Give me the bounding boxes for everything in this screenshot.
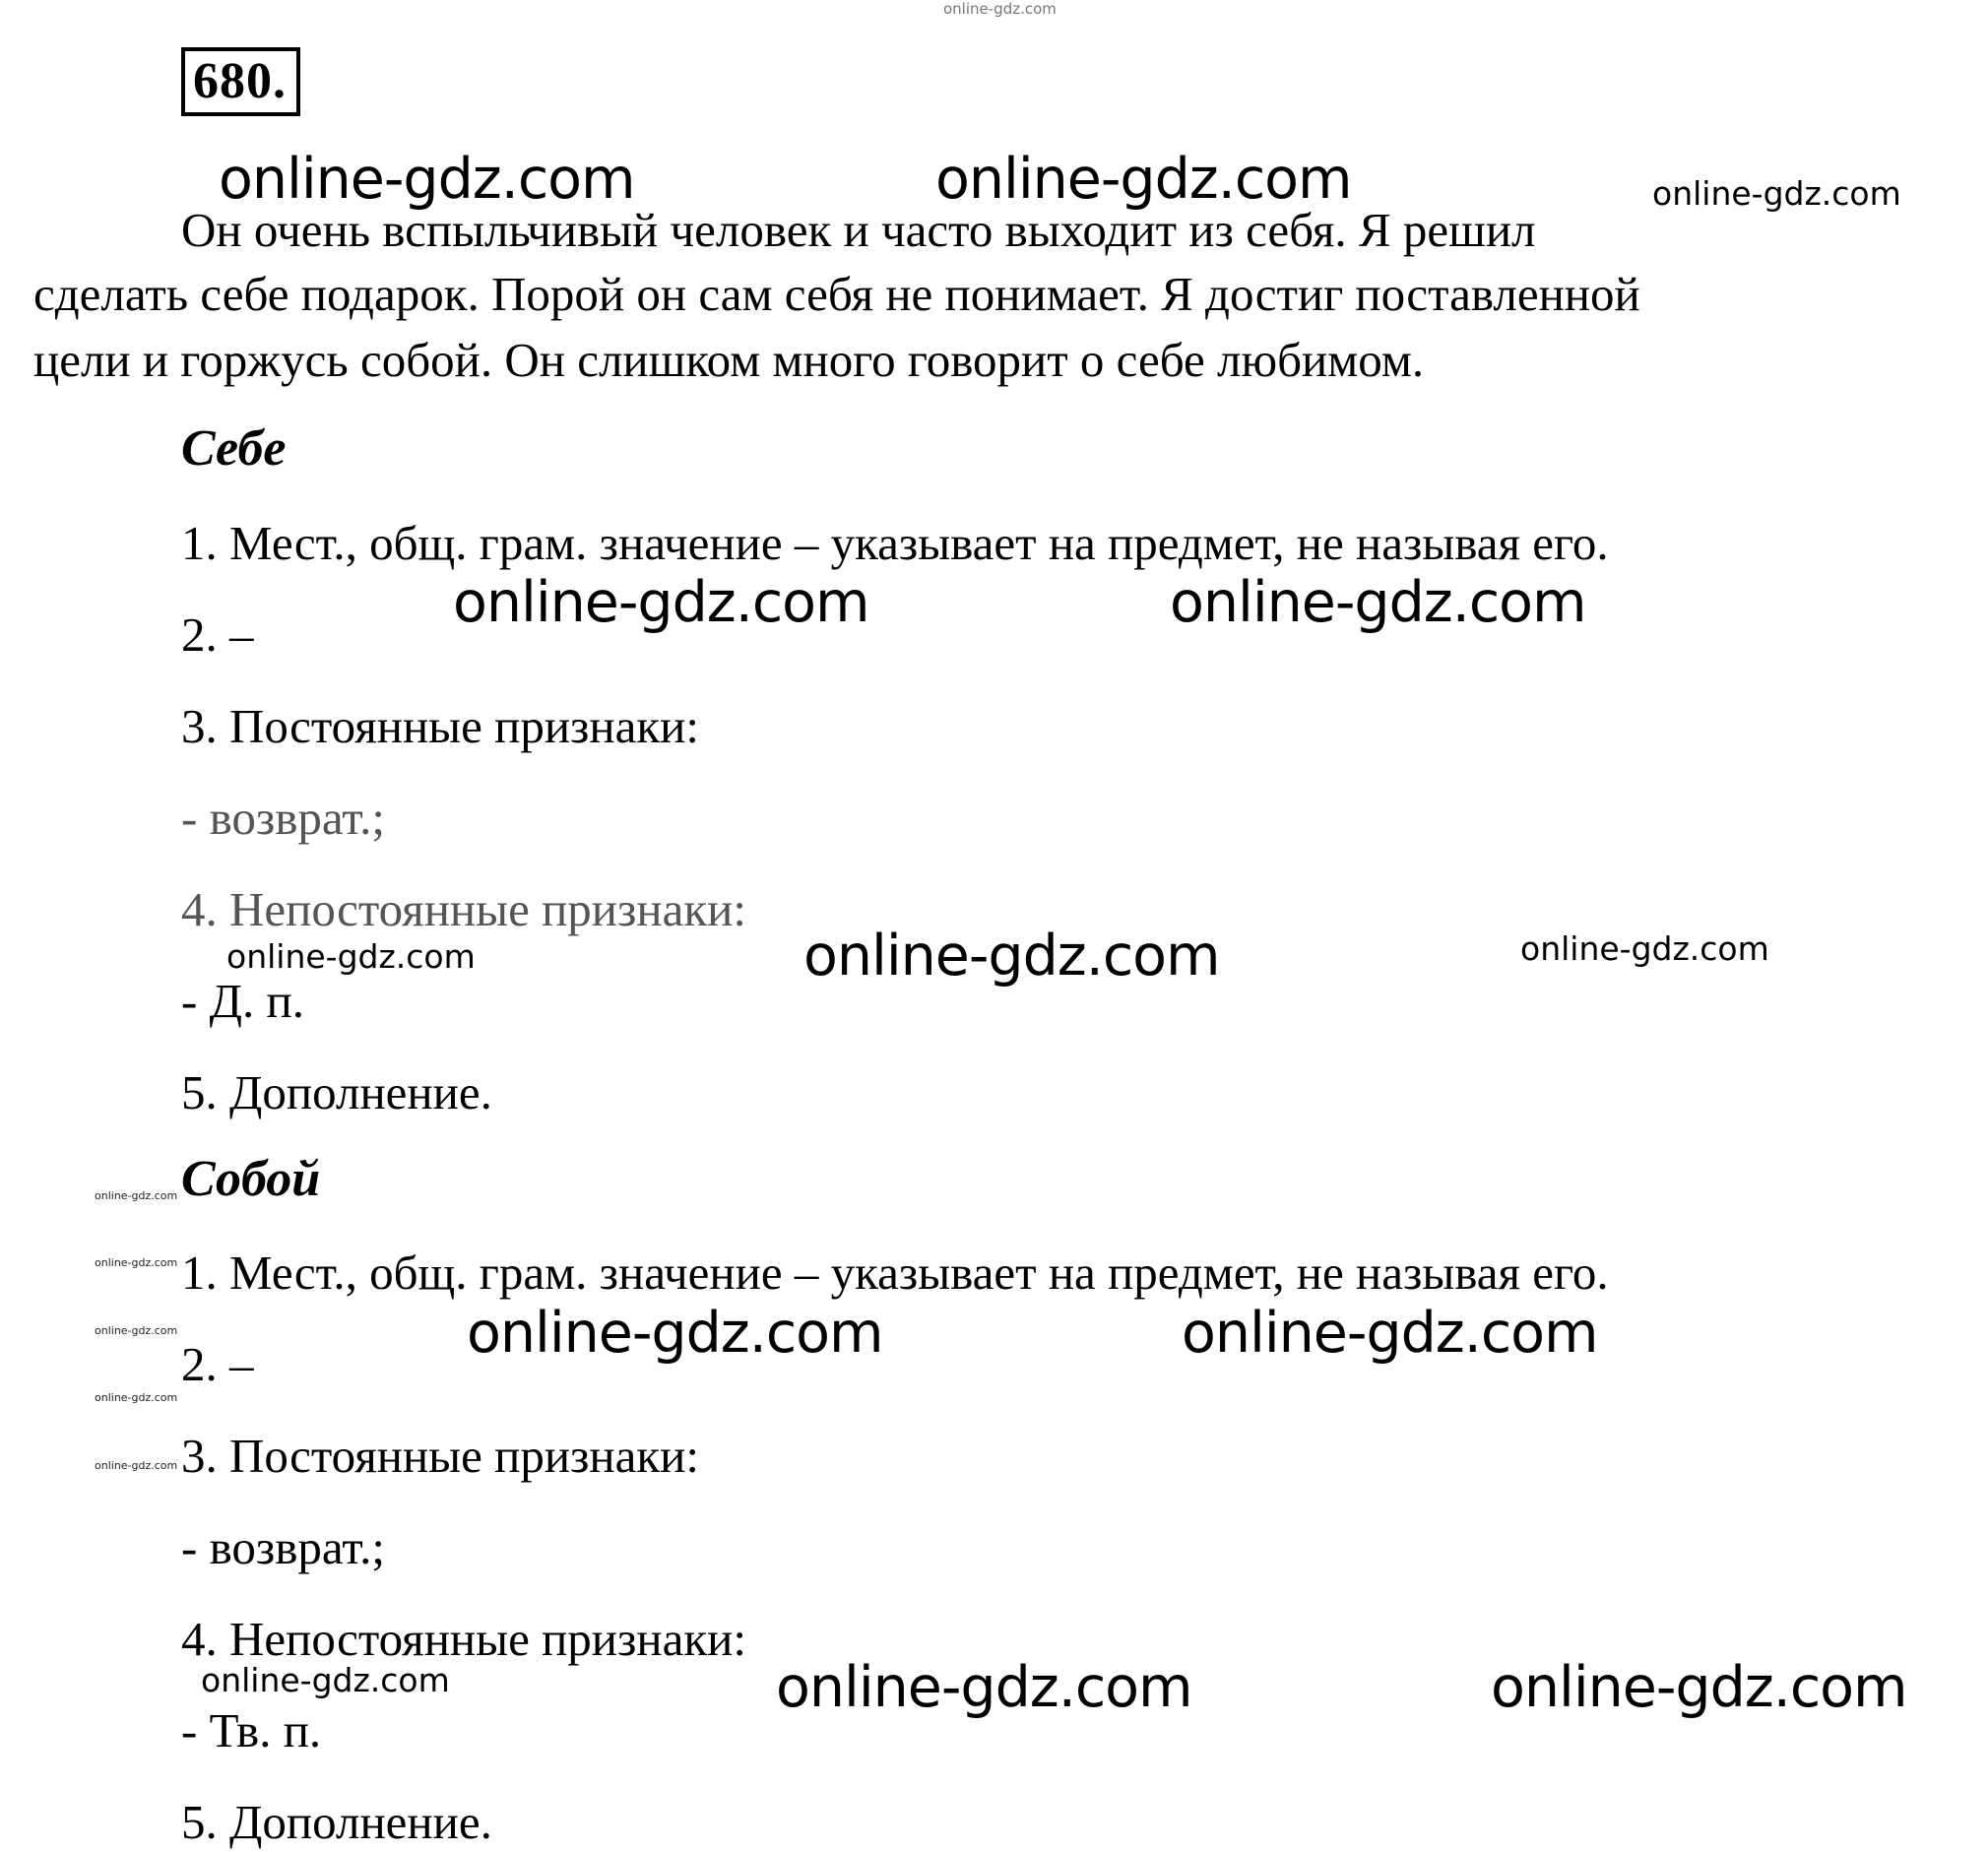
section-1-item-5: 4. Непостоянные признаки: xyxy=(181,882,746,936)
watermark: online-gdz.com xyxy=(201,1661,450,1699)
watermark: online-gdz.com xyxy=(935,147,1352,212)
exercise-number: 680. xyxy=(181,47,300,116)
section-2-item-4: - возврат.; xyxy=(181,1520,385,1574)
section-2-item-5: 4. Непостоянные признаки: xyxy=(181,1612,746,1666)
watermark: online-gdz.com xyxy=(1520,929,1769,968)
watermark: online-gdz.com xyxy=(1182,1301,1598,1366)
paragraph-line-3: цели и горжусь собой. Он слишком много говорит о себе любимом. xyxy=(33,333,1425,387)
section-2-item-3: 3. Постоянные признаки: xyxy=(181,1429,700,1483)
watermark: online-gdz.com xyxy=(95,1324,178,1337)
section-title-soboy: Собой xyxy=(181,1151,321,1207)
section-1-item-6: - Д. п. xyxy=(181,974,304,1028)
section-1-item-2: 2. – xyxy=(181,607,254,662)
section-2-item-2: 2. – xyxy=(181,1337,254,1391)
watermark: online-gdz.com xyxy=(453,570,869,635)
paragraph-line-1: Он очень вспыльчивый человек и часто выходит из себя. Я решил xyxy=(181,203,1536,257)
section-2-item-6: - Тв. п. xyxy=(181,1703,322,1757)
watermark: online-gdz.com xyxy=(219,147,635,212)
section-title-sebe: Себе xyxy=(181,420,287,477)
section-2-item-1: 1. Мест., общ. грам. значение – указывает на предмет, не называя его. xyxy=(181,1245,1609,1300)
watermark: online-gdz.com xyxy=(95,1189,178,1202)
section-2-item-7: 5. Дополнение. xyxy=(181,1795,492,1849)
watermark: online-gdz.com xyxy=(95,1256,178,1269)
watermark: online-gdz.com xyxy=(467,1301,883,1366)
section-1-item-7: 5. Дополнение. xyxy=(181,1065,492,1119)
watermark: online-gdz.com xyxy=(943,0,1057,18)
watermark: online-gdz.com xyxy=(1652,174,1901,213)
section-1-item-4: - возврат.; xyxy=(181,791,385,845)
watermark: online-gdz.com xyxy=(776,1655,1192,1720)
section-1-item-1: 1. Мест., общ. грам. значение – указывает на предмет, не называя его. xyxy=(181,516,1609,570)
paragraph-line-2: сделать себе подарок. Порой он сам себя не понимает. Я достиг поставленной xyxy=(33,267,1640,321)
watermark: online-gdz.com xyxy=(95,1459,178,1472)
section-1-item-3: 3. Постоянные признаки: xyxy=(181,699,700,753)
watermark: online-gdz.com xyxy=(803,924,1220,989)
watermark: online-gdz.com xyxy=(1491,1655,1907,1720)
watermark: online-gdz.com xyxy=(95,1391,178,1404)
watermark: online-gdz.com xyxy=(1170,570,1586,635)
watermark: online-gdz.com xyxy=(226,937,476,976)
